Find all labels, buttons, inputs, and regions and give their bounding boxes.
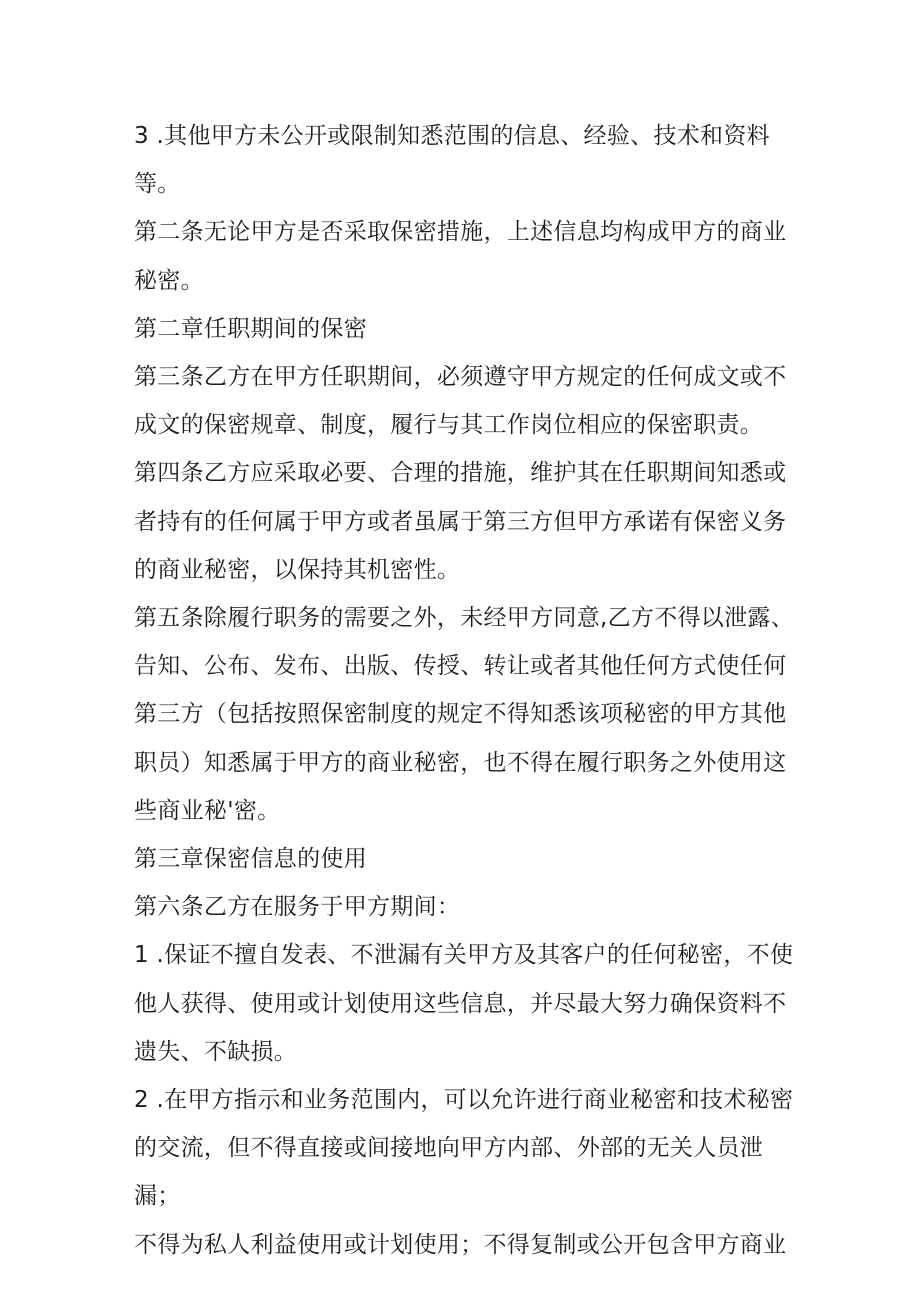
document-body [134,112,794,1269]
clause-item-1-text: 1 .保证不擅自发表、不泄漏有关甲方及其客户的任何秘密，不使 他人获得、使用或计划使用这些信息，并尽最大努力确保资料不 遗失、不缺损。 [134,942,794,1065]
chapter-2-heading: 第二章任职期间的保密 [134,315,367,342]
article-3-text: 第三条乙方在甲方任职期间，必须遵守甲方规定的任何成文或不 成文的保密规章、制度，履行与其工作岗位相应的保密职责。 [134,364,787,439]
clause-item-2-text: 2 .在甲方指示和业务范围内，可以允许进行商业秘密和技术秘密 的交流，但不得直接或间接地向甲方内部、外部的无关人员泄漏； 不得为私人利益使用或计划使用；不得复制或公开包含甲方商业 [134,1087,794,1258]
chapter-3-heading: 第三章保密信息的使用 [134,846,367,873]
article-2-text: 第二条无论甲方是否采取保密措施，上述信息均构成甲方的商业 秘密。 [134,219,787,294]
clause-item-3-text: 3 .其他甲方未公开或限制知悉范围的信息、经验、技术和资料等。 [134,123,770,198]
article-6-text: 第六条乙方在服务于甲方期间： [134,894,461,921]
article-4-text: 第四条乙方应采取必要、合理的措施，维护其在任职期间知悉或 者持有的任何属于甲方或者虽属于第三方但甲方承诺有保密义务 的商业秘密，以保持其机密性。 [134,460,787,583]
article-5-text: 第五条除履行职务的需要之外，未经甲方同意,乙方不得以泄露、 告知、公布、发布、出版、传授、转让或者其他任何方式使任何 第三方（包括按照保密制度的规定不得知悉该项秘密的甲方其他 职员）知悉属于甲方的商业秘密，也不得在履行职务之外使用这 些商业秘'密。 [134,605,795,824]
